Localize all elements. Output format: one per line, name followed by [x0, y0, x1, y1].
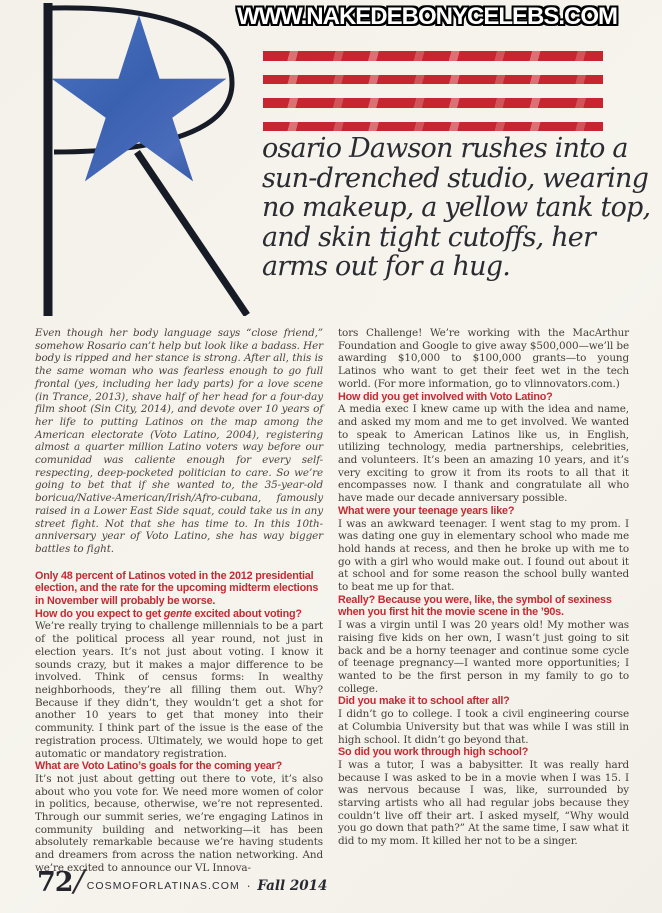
flag-stripe [263, 98, 603, 108]
answer-paragraph: I was a tutor, I was a babysitter. It was really hard because I was asked to be in a movie when I was 15. I was nervous because I was, like, surrounded by starving artists who all had regular jobs because they couldn’t live off their art. I asked myself, “Why would you go down that path?” At the same time, I saw what it did to my mom. It killed her not to be a singer. [338, 758, 629, 848]
drop-cap-r [36, 3, 252, 316]
question-symbol-of-sexiness: Really? Because you were, like, the symbol of sexiness when you first hit the movie scene in the ’90s. [338, 593, 612, 619]
question-text: How do you expect to get [35, 607, 164, 620]
flag-stripe [263, 122, 603, 132]
statement-text: Only 48 percent of Latinos voted in the 2012 presidential election, and the rate for the upcoming midterm elections in November will probably be worse. [35, 569, 319, 608]
question-goals: What are Voto Latino’s goals for the coming year? [35, 760, 282, 773]
question-school: Did you make it to school after all? [338, 695, 510, 708]
footer-dot-separator: · [246, 879, 251, 893]
flag-stripe [263, 51, 603, 61]
question-voting [35, 608, 323, 621]
answer-paragraph: It’s not just about getting out there to vote, it’s also about who you vote for. We need more women of color in politics, because, otherwise, we’re not represented. Through our summit series, we’re engaging Latinos in community building and networking—it has been absolutely remarkable because we’re having students and dreamers from across the nation networking. And we’re excited to announce our VL Innova- [35, 772, 323, 874]
question-italic-word: gente [163, 607, 192, 620]
question-work-high-school: So did you work through high school? [338, 746, 529, 759]
letter-r-glyph [36, 3, 252, 316]
flag-stripes [263, 51, 603, 145]
site-name: COSMOFORLATINAS.COM [86, 880, 240, 892]
question-teenage-years: What were your teenage years like? [338, 504, 515, 517]
question-involved: How did you get involved with Voto Latino? [338, 390, 553, 403]
left-column [35, 327, 323, 875]
answer-paragraph: I was an awkward teenager. I went stag to my prom. I was dating one guy in elementary school who made me hold hands at recess, and then he broke up with me to go with a girl who would make out. I found out about it at school and for some reason the school bully wanted to beat me up for that. [338, 517, 629, 594]
answer-paragraph: I didn’t go to college. I took a civil engineering course at Columbia University but that was while I was still in high school. It didn’t go beyond that. [338, 708, 629, 746]
right-column [338, 327, 629, 848]
answer-paragraph-continued: tors Challenge! We’re working with the MacArthur Foundation and Google to give away $500,000—we’ll be awarding $10,000 to $100,000 grants—to young Latinos who want to get their feet wet in the tech world. (For more information, go to vlinnovators.com.) [338, 327, 629, 390]
lede-paragraph: Even though her body language says “close friend,” somehow Rosario can’t help but look like a badass. Her body is ripped and her stance is strong. After all, this is the same woman who was fearless enough to go full frontal (yes, including her lady parts) for a love scene (in Trance, 2013), shave half of her head for a four-day film shoot (Sin City, 2014), and devote over 10 years of her life to putting Latinos on the map among the American electorate (Voto Latino, 2004), registering almost a quarter million Latino voters way before our comunidad was caliente enough for every self-respecting, deep-pocketed politician to care. So we’re going to bet that if she wanted to, the 35-year-old boricua/Native-American/Irish/Afro-cubana, famously raised in a Lower East Side squat, could take us in any street fight. Not that she has time to. In this 10th-anniversary year of Voto Latino, she has way bigger battles to fight. [35, 327, 323, 555]
page-number: 72 [37, 867, 73, 898]
answer-paragraph: A media exec I knew came up with the idea and name, and asked my mom and me to get involved. We wanted to speak to American Latinos like us, in English, utilizing technology, media partnerships, celebrities, and volunteers. It’s been an amazing 10 years, and it’s very exciting to grow it from its roots to all that it encompasses now. I thank and congratulate all who have made our decade anniversary possible. [338, 403, 629, 505]
answer-paragraph: We’re really trying to challenge millennials to be a part of the political process all year round, not just in election years. It’s not just about voting. I know it sounds crazy, but it makes a major difference to be involved. Think of census forms: In wealthy neighborhoods, they’re all filling them out. Why? Because if they didn’t, they wouldn’t get a shot for another 10 years to get that money into their community. I think part of the issue is the ease of the registration process. Ultimately, we would hope to get automatic or mandatory registration. [35, 620, 323, 760]
intro-paragraph: osario Dawson rushes into a sun-drenched studio, wearing no makeup, a yellow tank top, and skin tight cutoffs, her arms out for a hug. [262, 133, 651, 282]
footer-slash-divider: / [69, 864, 88, 899]
question-text: excited about voting? [191, 607, 302, 620]
flag-stripe [263, 75, 603, 85]
watermark-text: WWW.NAKEDEBONYCELEBS.COM [237, 3, 617, 30]
answer-paragraph: I was a virgin until I was 20 years old! My mother was raising five kids on her own, I wasn’t just going to sit back and be a horny teenager and continue some cycle of teenage pregnancy—I wanted more opportunities; I wanted to be the first person in my family to go to college. [338, 619, 629, 695]
issue-date: Fall 2014 [257, 877, 328, 894]
page-footer [37, 864, 327, 899]
